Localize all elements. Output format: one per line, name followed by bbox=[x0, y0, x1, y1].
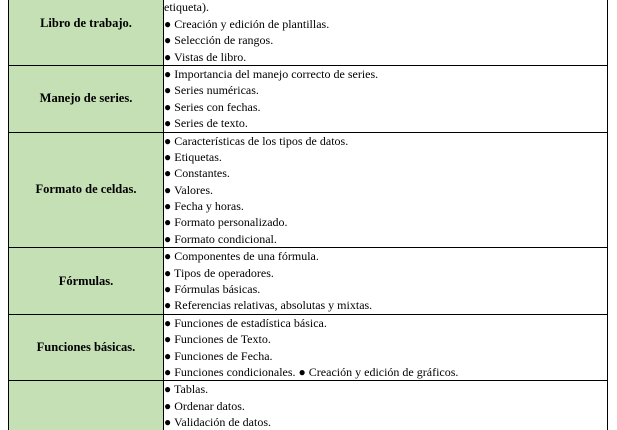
topic-cell: Fórmulas. bbox=[9, 248, 164, 315]
syllabus-table bbox=[8, 0, 608, 430]
items-cell bbox=[164, 132, 608, 248]
table-row bbox=[9, 381, 608, 430]
list-item: ● Ordenar datos. bbox=[164, 398, 245, 413]
topic-cell: Formato de celdas. bbox=[9, 132, 164, 248]
list-item: ● Constantes. bbox=[164, 166, 230, 181]
list-item: ● Validación de datos. bbox=[164, 415, 272, 430]
list-item: ● Etiquetas. bbox=[164, 149, 222, 164]
table-row bbox=[9, 65, 608, 132]
list-item: ● Referencias relativas, absolutas y mixtas. bbox=[164, 298, 373, 313]
topic-cell: Manejo de series. bbox=[9, 65, 164, 132]
topic-cell: Libro de trabajo. bbox=[9, 0, 164, 65]
topic-cell: Funciones básicas. bbox=[9, 314, 164, 381]
list-item: ● Funciones de estadística básica. bbox=[164, 315, 327, 330]
list-item: ● Series con fechas. bbox=[164, 99, 261, 114]
list-item: ● Fecha y horas. bbox=[164, 199, 244, 214]
table-row bbox=[9, 248, 608, 315]
list-item: ● Series de texto. bbox=[164, 116, 248, 131]
table-row bbox=[9, 0, 608, 65]
list-item: ● Selección de rangos. bbox=[164, 33, 274, 48]
items-cell bbox=[164, 65, 608, 132]
items-cell bbox=[164, 314, 608, 381]
list-item: ● Componentes de una fórmula. bbox=[164, 249, 319, 264]
list-item: ● Funciones condicionales. ● Creación y edición de gráficos. bbox=[164, 364, 459, 379]
list-item: ● Características de los tipos de datos. bbox=[164, 133, 349, 148]
list-item: ● Importancia del manejo correcto de series. bbox=[164, 66, 379, 81]
items-cell bbox=[164, 248, 608, 315]
list-item: ● Fórmulas básicas. bbox=[164, 282, 261, 297]
list-item: ● Vistas de libro. bbox=[164, 49, 247, 64]
list-item: ● Series numéricas. bbox=[164, 83, 259, 98]
items-cell bbox=[164, 0, 608, 65]
list-item: ● Funciones de Texto. bbox=[164, 332, 271, 347]
list-item: etiqueta). bbox=[164, 0, 209, 15]
list-item: ● Formato condicional. bbox=[164, 231, 277, 246]
list-item: ● Valores. bbox=[164, 182, 214, 197]
table-row bbox=[9, 132, 608, 248]
list-item: ● Formato personalizado. bbox=[164, 215, 288, 230]
list-item: ● Tablas. bbox=[164, 382, 209, 397]
items-cell bbox=[164, 381, 608, 430]
list-item: ● Creación y edición de plantillas. bbox=[164, 16, 330, 31]
list-item: ● Funciones de Fecha. bbox=[164, 348, 273, 363]
table-row bbox=[9, 314, 608, 381]
list-item: ● Tipos de operadores. bbox=[164, 265, 274, 280]
topic-cell bbox=[9, 381, 164, 430]
